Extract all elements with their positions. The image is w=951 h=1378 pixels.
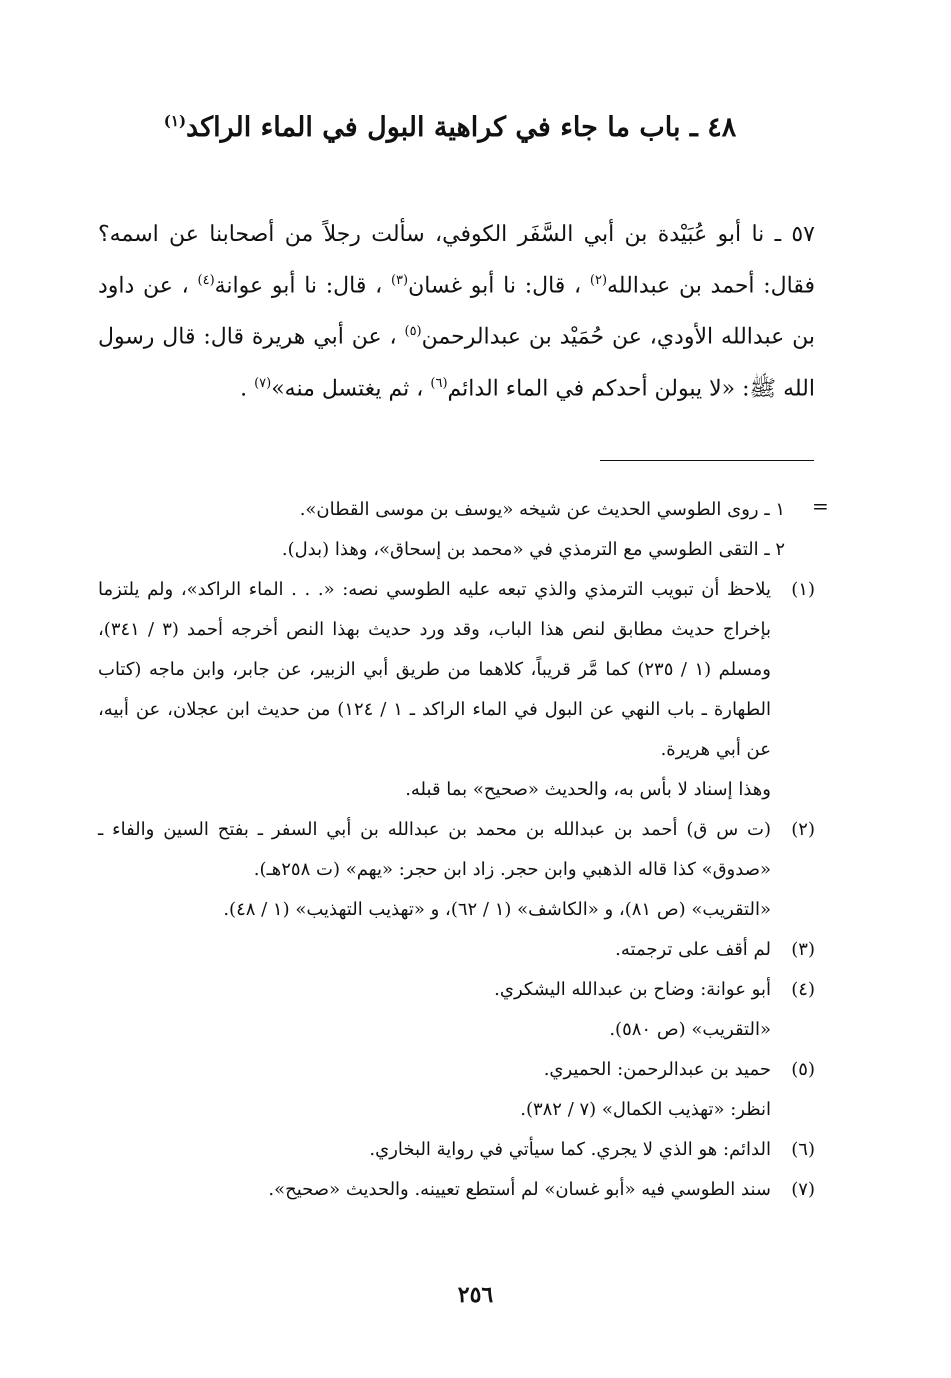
hadith-segment: ، قال: نا أبو عوانة (214, 273, 391, 299)
footnote-number: (٣) (791, 939, 815, 960)
hadith-segment: ، قال: نا أبو غسان (408, 273, 590, 299)
footnote-ref-3: (٣) (390, 273, 409, 288)
continued-note-2: ٢ ـ التقى الطوسي مع الترمذي في «محمد بن إسحاق»، وهذا (بدل). (281, 539, 785, 560)
hadith-segment: ، عن أبي هريرة قال: قال رسول الله ﷺ: «لا يبولن أحدكم في الماء الدائم (98, 324, 815, 401)
footnote-number: (٥) (791, 1059, 815, 1080)
footnote-ref-7: (٧) (254, 375, 272, 391)
continued-note-1: ١ ـ روى الطوسي الحديث عن شيخه «يوسف بن موسى القطان». (299, 499, 785, 520)
footnote-ref-5: (٥) (404, 324, 422, 340)
footnote-3 (98, 930, 815, 970)
footnote-6 (98, 1130, 815, 1170)
footnote-4 (98, 970, 815, 1010)
footnote-7 (98, 1170, 815, 1210)
footnote-ref-6: (٦) (430, 375, 448, 391)
continuation-mark: = (812, 494, 829, 518)
footnote-separator (600, 460, 814, 461)
footnote-text: لم أقف على ترجمته. (615, 939, 771, 960)
footnote-1 (98, 570, 815, 770)
footnote-2 (98, 810, 815, 890)
footnote-text: أبو عوانة: وضاح بن عبدالله اليشكري. (494, 979, 771, 1000)
page-number: ٢٥٦ (457, 1282, 494, 1308)
footnote-number: (٧) (791, 1179, 815, 1200)
footnote-number: (١) (791, 579, 815, 600)
hadith-text (98, 212, 815, 412)
footnote-number: (٢) (791, 819, 815, 840)
hadith-segment: ٥٧ ـ نا أبو عُبَيْدة بن أبي السَّفَر الكوفي، سألت رجلاً من أصحابنا عن اسمه؟ فقال: أحمد بن عبدالله (98, 222, 815, 299)
hadith-segment: ، ثم يغتسل منه» (271, 375, 431, 401)
footnote-text: سند الطوسي فيه «أبو غسان» لم أستطع تعيينه. والحديث «صحيح». (268, 1179, 771, 1200)
footnote-ref-4: (٤) (197, 273, 215, 288)
footnote-text: الدائم: هو الذي لا يجري. كما سيأتي في رواية البخاري. (369, 1139, 771, 1160)
chapter-title: ٤٨ ـ باب ما جاء في كراهية البول في الماء الراكد (186, 112, 737, 143)
footnote-1-continuation: وهذا إسناد لا بأس به، والحديث «صحيح» بما قبله. (405, 779, 771, 800)
footnote-5-continuation: انظر: «تهذيب الكمال» (٧ / ٣٨٢). (520, 1099, 771, 1120)
footnote-text: (ت س ق) أحمد بن عبدالله بن محمد بن عبدالله بن أبي السفر ـ بفتح السين والفاء ـ «صدوق» كذا قاله الذهبي وابن حجر. زاد ابن حجر: «يهم» (ت ٢٥٨هـ). (98, 819, 771, 880)
footnote-2-continuation: «التقريب» (ص ٨١)، و «الكاشف» (١ / ٦٢)، و «تهذيب التهذيب» (١ / ٤٨). (223, 899, 771, 920)
footnote-5 (98, 1050, 815, 1090)
footnotes-section (98, 490, 815, 1210)
footnote-number: (٤) (791, 979, 815, 1000)
chapter-heading (100, 112, 800, 143)
footnote-ref-2: (٢) (589, 273, 608, 288)
footnote-number: (٦) (791, 1139, 815, 1160)
footnote-4-continuation: «التقريب» (ص ٥٨٠). (609, 1019, 771, 1040)
footnote-text: يلاحظ أن تبويب الترمذي والذي تبعه عليه الطوسي نصه: «. . . الماء الراكد»، ولم يلتزما بإخراج حديث مطابق لنص هذا الباب، وقد ورد حديث بهذا النص أخرجه أحمد (٣ / ٣٤١)، ومسلم (١ / ٢٣٥) كما مَّر قريباً، كلاهما من طريق أبي الزبير، عن جابر، وابن ماجه (كتاب الطهارة ـ باب النهي عن البول في الماء الراكد ـ ١ / ١٢٤) من حديث ابن عجلان، عن أبيه، عن أبي هريرة. (98, 579, 772, 760)
hadith-segment: ، عن داود بن عبدالله الأودي، عن حُمَيْد بن عبدالرحمن (98, 273, 815, 350)
footnote-ref-1: (١) (163, 112, 187, 130)
footnote-text: حميد بن عبدالرحمن: الحميري. (543, 1059, 771, 1080)
hadith-segment: . (240, 375, 255, 401)
